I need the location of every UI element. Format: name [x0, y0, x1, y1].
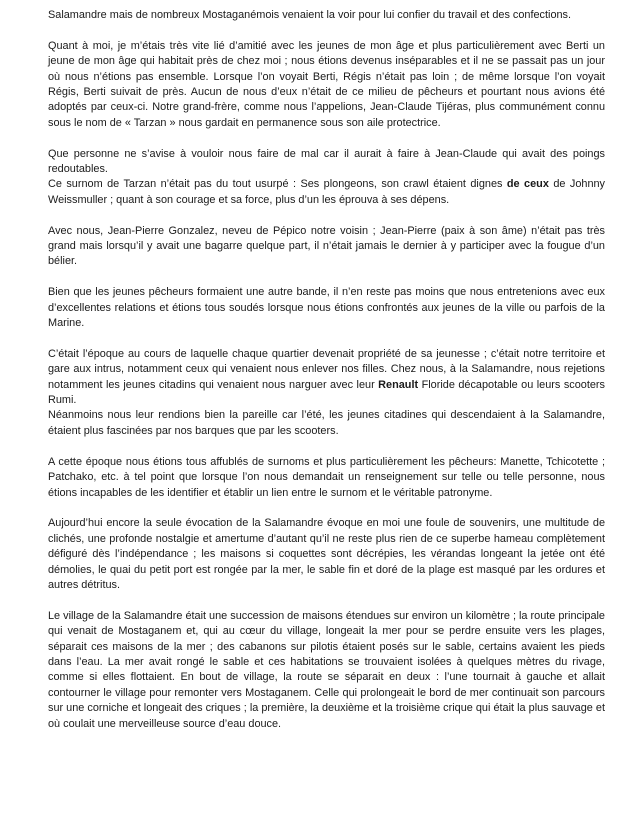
- paragraph-7: [48, 347, 605, 409]
- paragraph-8: Néanmoins nous leur rendions bien la pareille car l’été, les jeunes citadines qui descendaient à la Salamandre, étaient plus fascinées par nos barques que par les scooters.: [48, 409, 605, 437]
- paragraph-4-bold-text: de ceux: [506, 178, 549, 191]
- paragraph-3: Que personne ne s’avise à vouloir nous faire de mal car il aurait à faire à Jean-Claude qui avait des poings redoutables.: [48, 147, 605, 176]
- paragraph-6: Bien que les jeunes pêcheurs formaient une autre bande, il n’en reste pas moins que nous entretenions avec eux d’excellentes relations et étions tous soudés lorsque nous étions confrontés aux jeunes de la ville ou parfois de la Marine.: [48, 286, 605, 330]
- paragraph-11: Le village de la Salamandre était une succession de maisons étendues sur environ un kilomètre ; la route principale qui venait de Mostaganem et, qui au cœur du village, longeait la mer pour se perdre ensuite vers les plages, séparait ces maisons de la mer ; des cabanons sur pilotis étaient posés sur le sable, certains avaient les pieds dans l’eau. La mer avait rongé le sable et ces habitations se trouvaient isolées à quelques mètres du rivage, comme si elles flottaient. En bout de village, la route se séparait en deux : l’une tournait à gauche et allait contourner le village pour remonter vers Mostaganem. Celle qui prolongeait le bord de mer continuait son parcours sur une corniche et longeait des criques ; la première, la deuxième et la troisième crique qui était la plus sauvage et où coulait une merveilleuse source d’eau douce.: [48, 609, 605, 730]
- paragraph-10: Aujourd’hui encore la seule évocation de la Salamandre évoque en moi une foule de souvenirs, une multitude de clichés, une profonde nostalgie et amertume d’autant qu’il ne reste plus rien de ce superbe hameau complètement défiguré dès l’indépendance ; les maisons si coquettes sont décrépies, les vérandas longeant la jetée ont été démolies, le quai du petit port est rongée par la mer, le sable fin et doré de la plage est masqué par les ordures et autres détritus.: [48, 517, 605, 591]
- paragraph-7-text-after: Floride décapotable ou leurs scooters Rumi.: [48, 378, 605, 407]
- paragraph-9: A cette époque nous étions tous affublés de surnoms et plus particulièrement les pêcheurs: Manette, Tchicotette ; Patchako, etc. à tel point que lorsque l’on nous demandait un renseignement sur telle ou telle personne, nous étions incapables de les identifier et établir un lien entre le surnom et le véritable patronyme.: [48, 455, 605, 499]
- document-page: [48, 8, 605, 732]
- paragraph-7-text-before: C’était l’époque au cours de laquelle chaque quartier devenait propriété de sa jeunesse ; c’était notre territoire et gare aux intrus, notamment ceux qui venaient nous enlever nos filles. Chez nous, à la Salamandre, nous rejetions notamment les jeunes citadins qui venaient nous narguer avec leur: [48, 347, 605, 391]
- paragraph-4: [48, 177, 605, 208]
- paragraph-4-text-before: Ce surnom de Tarzan n’était pas du tout usurpé : Ses plongeons, son crawl étaient dignes: [48, 178, 507, 191]
- paragraph-7-bold-brand: Renault: [378, 378, 419, 391]
- paragraph-4-text-after: de Johnny Weissmuller ; quant à son courage et sa force, plus d’un les éprouva à ses dépens.: [48, 178, 605, 206]
- paragraph-2: Quant à moi, je m’étais très vite lié d’amitié avec les jeunes de mon âge et plus particulièrement avec Berti un jeune de mon âge qui habitait près de chez moi ; nous étions devenus inséparables et il ne se passait pas un jour où nous n’étions pas ensemble. Lorsque l’on voyait Berti, Régis n’était pas loin ; de même lorsque l’on voyait Régis, Berti suivait de près. Aucun de nous d’eux n’était de ce milieu de pêcheurs et pourtant nous avions été adoptés par ceux-ci. Notre grand-frère, comme nous l’appelions, Jean-Claude Tijéras, plus communément connu sous le nom de « Tarzan » nous gardait en permanence sous son aile protectrice.: [48, 39, 605, 129]
- paragraph-5: Avec nous, Jean-Pierre Gonzalez, neveu de Pépico notre voisin ; Jean-Pierre (paix à son âme) n’était pas très grand mais lorsqu’il y avait une bagarre quelque part, il n’était jamais le dernier à y participer avec la fougue d’un bélier.: [48, 224, 605, 268]
- paragraph-1: Salamandre mais de nombreux Mostaganémois venaient la voir pour lui confier du travail et des confections.: [48, 9, 572, 21]
